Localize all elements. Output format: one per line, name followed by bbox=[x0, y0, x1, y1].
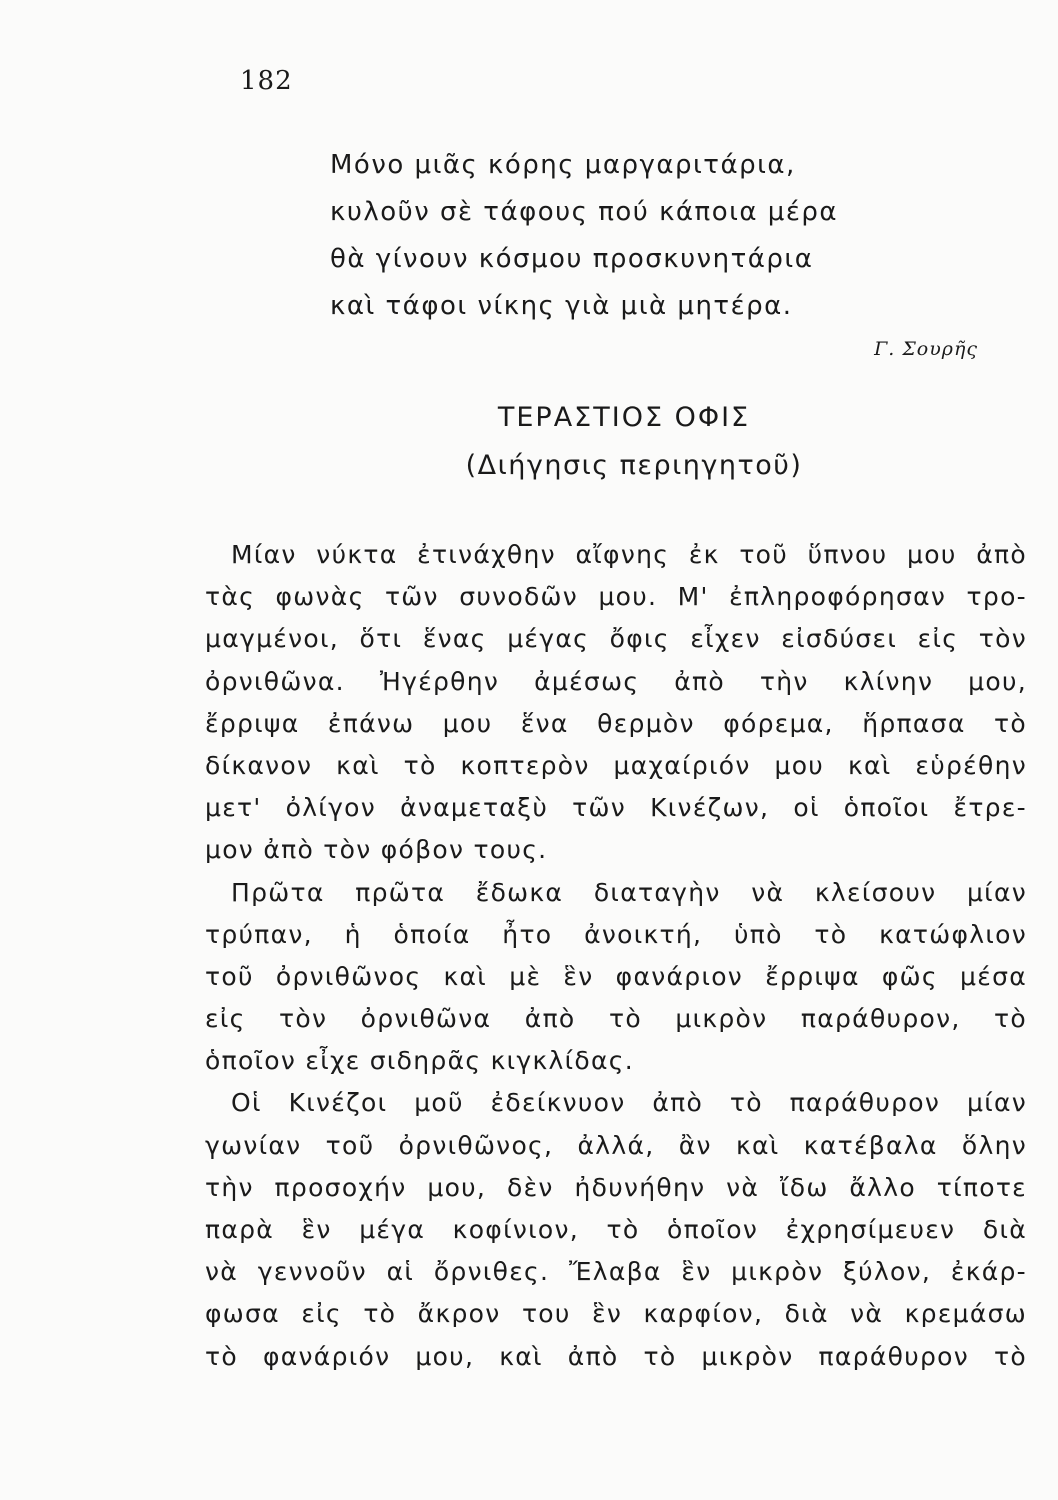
body-line: μον ἀπὸ τὸν φόβον τους. bbox=[205, 835, 548, 865]
poem-author: Γ. Σουρῆς bbox=[874, 338, 978, 360]
poem-line: Μόνο μιᾶς κόρης μαργαριτάρια, bbox=[330, 150, 796, 180]
poem-line: θὰ γίνουν κόσμου προσκυνητάρια bbox=[330, 244, 814, 274]
story-subtitle: (Διήγησις περιηγητοῦ) bbox=[465, 450, 803, 481]
body-line: μαγμένοι, ὅτι ἕνας μέγας ὄφις εἶχεν εἰσδύσει εἰς τὸν bbox=[205, 624, 1027, 654]
body-line: Οἱ Κινέζοι μοῦ ἐδείκνυον ἀπὸ τὸ παράθυρον μίαν bbox=[231, 1088, 1027, 1118]
body-line: τρύπαν, ἡ ὁποία ἦτο ἀνοικτή, ὑπὸ τὸ κατώφλιον bbox=[205, 919, 1027, 949]
body-line: εἰς τὸν ὀρνιθῶνα ἀπὸ τὸ μικρὸν παράθυρον, τὸ bbox=[205, 1004, 1027, 1034]
body-line: δίκανον καὶ τὸ κοπτερὸν μαχαίριόν μου καὶ εὑρέθην bbox=[205, 750, 1027, 780]
body-line: φωσα εἰς τὸ ἄκρον του ἓν καρφίον, διὰ νὰ κρεμάσω bbox=[205, 1299, 1027, 1329]
body-line: τὴν προσοχήν μου, δὲν ἠδυνήθην νὰ ἴδω ἄλλο τίποτε bbox=[205, 1172, 1027, 1202]
page-number: 182 bbox=[240, 66, 293, 96]
poem-line: καὶ τάφοι νίκης γιὰ μιὰ μητέρα. bbox=[330, 291, 793, 321]
body-line: Πρῶτα πρῶτα ἔδωκα διαταγὴν νὰ κλείσουν μίαν bbox=[231, 877, 1027, 907]
body-line: παρὰ ἓν μέγα κοφίνιον, τὸ ὁποῖον ἐχρησίμευεν διὰ bbox=[205, 1215, 1027, 1244]
body-line: τοῦ ὀρνιθῶνος καὶ μὲ ἓν φανάριον ἔρριψα φῶς μέσα bbox=[205, 961, 1027, 991]
body-line: Μίαν νύκτα ἐτινάχθην αἴφνης ἐκ τοῦ ὕπνου μου ἀπὸ bbox=[231, 540, 1027, 569]
body-line: ὀρνιθῶνα. Ἠγέρθην ἀμέσως ἀπὸ τὴν κλίνην μου, bbox=[205, 666, 1027, 696]
body-line: νὰ γεννοῦν αἱ ὄρνιθες. Ἔλαβα ἓν μικρὸν ξύλον, ἐκάρ- bbox=[205, 1257, 1027, 1287]
body-line: ὁποῖον εἶχε σιδηρᾶς κιγκλίδας. bbox=[205, 1046, 634, 1076]
story-title: ΤΕΡΑΣΤΙΟΣ ΟΦΙΣ bbox=[497, 402, 751, 433]
poem-stanza bbox=[330, 142, 838, 330]
body-line: τὰς φωνὰς τῶν συνοδῶν μου. Μ' ἐπληροφόρησαν τρο- bbox=[205, 582, 1027, 612]
story-body bbox=[205, 534, 1027, 1378]
body-line: μετ' ὀλίγον ἀναμεταξὺ τῶν Κινέζων, οἱ ὁποῖοι ἔτρε- bbox=[205, 793, 1027, 823]
body-line: γωνίαν τοῦ ὀρνιθῶνος, ἀλλά, ἂν καὶ κατέβαλα ὅλην bbox=[205, 1130, 1027, 1160]
body-line: τὸ φανάριόν μου, καὶ ἀπὸ τὸ μικρὸν παράθυρον τὸ bbox=[205, 1341, 1027, 1371]
poem-line: κυλοῦν σὲ τάφους πού κάποια μέρα bbox=[330, 197, 839, 227]
body-line: ἔρριψα ἐπάνω μου ἕνα θερμὸν φόρεμα, ἥρπασα τὸ bbox=[205, 708, 1027, 738]
